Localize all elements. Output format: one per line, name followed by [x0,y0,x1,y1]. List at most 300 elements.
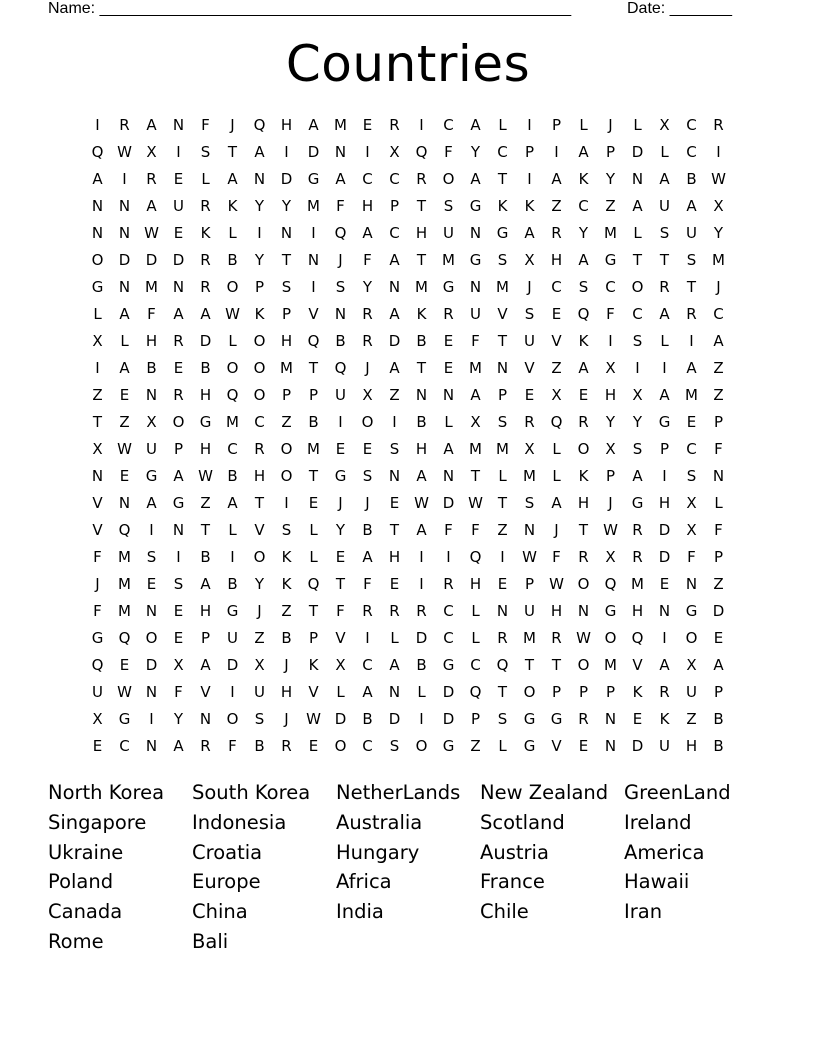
grid-letter[interactable]: V [335,629,346,647]
grid-letter[interactable]: S [659,224,670,242]
grid-letter[interactable]: I [446,548,451,566]
grid-letter[interactable]: R [200,251,211,269]
grid-letter[interactable]: L [714,494,723,512]
grid-letter[interactable]: P [605,683,616,701]
grid-letter[interactable]: R [497,629,508,647]
grid-letter[interactable]: S [335,278,346,296]
grid-letter[interactable]: H [280,332,293,350]
grid-letter[interactable]: L [552,467,561,485]
grid-letter[interactable]: Y [173,710,184,728]
grid-letter[interactable]: Q [550,413,563,431]
grid-letter[interactable]: Q [307,575,320,593]
grid-letter[interactable]: N [91,467,104,485]
grid-letter[interactable]: W [468,494,483,512]
grid-letter[interactable]: N [469,278,482,296]
grid-letter[interactable]: I [419,116,424,134]
grid-letter[interactable]: G [685,602,698,620]
grid-letter[interactable]: V [254,521,265,539]
grid-letter[interactable]: R [254,440,265,458]
grid-letter[interactable]: O [604,629,617,647]
grid-letter[interactable]: S [281,521,292,539]
grid-letter[interactable]: A [632,197,643,215]
grid-letter[interactable]: D [442,683,455,701]
grid-letter[interactable]: P [200,629,211,647]
grid-letter[interactable]: C [497,143,508,161]
grid-letter[interactable]: D [307,143,320,161]
grid-letter[interactable]: X [605,548,616,566]
grid-letter[interactable]: W [549,575,564,593]
grid-letter[interactable]: E [173,224,184,242]
grid-letter[interactable]: B [227,251,238,269]
grid-letter[interactable]: G [145,467,158,485]
grid-letter[interactable]: D [226,656,239,674]
grid-letter[interactable]: C [713,305,724,323]
grid-letter[interactable]: J [284,656,289,674]
grid-letter[interactable]: B [281,629,292,647]
grid-letter[interactable]: R [362,602,373,620]
grid-letter[interactable]: U [254,683,265,701]
grid-letter[interactable]: C [551,278,562,296]
grid-letter[interactable]: Y [254,251,265,269]
grid-letter[interactable]: R [362,305,373,323]
grid-letter[interactable]: W [117,683,132,701]
grid-letter[interactable]: P [497,386,508,404]
grid-letter[interactable]: H [577,494,590,512]
grid-letter[interactable]: F [336,197,345,215]
grid-letter[interactable]: A [146,197,157,215]
grid-letter[interactable]: M [118,575,131,593]
grid-letter[interactable]: J [527,278,532,296]
grid-letter[interactable]: F [93,602,102,620]
grid-letter[interactable]: E [362,440,373,458]
grid-letter[interactable]: K [281,575,292,593]
grid-letter[interactable]: B [362,710,373,728]
grid-letter[interactable]: M [712,251,725,269]
grid-letter[interactable]: J [95,575,100,593]
grid-letter[interactable]: C [686,143,697,161]
grid-letter[interactable]: G [469,251,482,269]
grid-letter[interactable]: T [389,521,400,539]
grid-letter[interactable]: D [712,602,725,620]
grid-letter[interactable]: U [659,197,670,215]
grid-letter[interactable]: M [496,278,509,296]
grid-letter[interactable]: Y [362,278,373,296]
grid-letter[interactable]: Q [577,305,590,323]
grid-letter[interactable]: E [335,548,346,566]
grid-letter[interactable]: X [524,251,535,269]
grid-letter[interactable]: G [442,737,455,755]
grid-letter[interactable]: G [172,494,185,512]
grid-letter[interactable]: C [254,413,265,431]
grid-letter[interactable]: J [554,521,559,539]
grid-letter[interactable]: P [551,683,562,701]
grid-letter[interactable]: N [442,386,455,404]
grid-letter[interactable]: O [226,359,239,377]
grid-letter[interactable]: Z [254,629,265,647]
grid-letter[interactable]: Q [91,143,104,161]
grid-letter[interactable]: F [363,251,372,269]
grid-letter[interactable]: S [686,251,697,269]
grid-letter[interactable]: T [524,656,535,674]
grid-letter[interactable]: C [119,737,130,755]
grid-letter[interactable]: E [578,386,589,404]
grid-letter[interactable]: D [280,170,293,188]
grid-letter[interactable]: C [632,305,643,323]
grid-letter[interactable]: R [200,197,211,215]
grid-letter[interactable]: G [523,710,536,728]
grid-letter[interactable]: B [227,467,238,485]
grid-letter[interactable]: X [92,332,103,350]
grid-letter[interactable]: R [416,170,427,188]
grid-letter[interactable]: R [713,116,724,134]
grid-letter[interactable]: M [415,278,428,296]
grid-letter[interactable]: L [552,440,561,458]
grid-letter[interactable]: E [173,359,184,377]
grid-letter[interactable]: B [416,656,427,674]
grid-letter[interactable]: A [362,683,373,701]
grid-letter[interactable]: R [551,629,562,647]
grid-letter[interactable]: W [414,494,429,512]
grid-letter[interactable]: Y [713,224,724,242]
grid-letter[interactable]: I [635,359,640,377]
grid-letter[interactable]: B [200,548,211,566]
grid-letter[interactable]: X [686,656,697,674]
grid-letter[interactable]: N [172,278,185,296]
grid-letter[interactable]: I [419,575,424,593]
grid-letter[interactable]: R [443,305,454,323]
grid-letter[interactable]: Q [253,116,266,134]
grid-letter[interactable]: X [92,440,103,458]
grid-letter[interactable]: S [632,332,643,350]
grid-letter[interactable]: P [524,143,535,161]
grid-letter[interactable]: M [334,116,347,134]
grid-letter[interactable]: T [92,413,103,431]
grid-letter[interactable]: C [443,116,454,134]
grid-letter[interactable]: Z [605,197,616,215]
grid-letter[interactable]: R [173,332,184,350]
grid-letter[interactable]: A [713,332,724,350]
grid-letter[interactable]: Z [713,386,724,404]
grid-letter[interactable]: H [280,116,293,134]
grid-letter[interactable]: Q [226,386,239,404]
grid-letter[interactable]: J [257,602,262,620]
grid-letter[interactable]: N [334,305,347,323]
grid-letter[interactable]: N [388,467,401,485]
grid-letter[interactable]: W [117,440,132,458]
grid-letter[interactable]: F [471,332,480,350]
grid-letter[interactable]: A [92,170,103,188]
grid-letter[interactable]: F [147,305,156,323]
grid-letter[interactable]: H [469,575,482,593]
grid-letter[interactable]: O [226,710,239,728]
grid-letter[interactable]: E [686,413,697,431]
grid-letter[interactable]: A [308,116,319,134]
grid-letter[interactable]: N [415,386,428,404]
grid-letter[interactable]: N [469,224,482,242]
grid-letter[interactable]: I [284,494,289,512]
grid-letter[interactable]: A [119,305,130,323]
grid-letter[interactable]: M [604,224,617,242]
grid-letter[interactable]: L [444,413,453,431]
grid-letter[interactable]: N [334,143,347,161]
grid-letter[interactable]: I [122,170,127,188]
grid-letter[interactable]: Z [686,710,697,728]
grid-letter[interactable]: N [604,737,617,755]
grid-letter[interactable]: E [713,629,724,647]
grid-letter[interactable]: A [524,224,535,242]
grid-letter[interactable]: M [118,602,131,620]
grid-letter[interactable]: S [497,251,508,269]
grid-letter[interactable]: E [308,737,319,755]
grid-letter[interactable]: K [578,467,589,485]
grid-letter[interactable]: Z [389,386,400,404]
grid-letter[interactable]: L [660,143,669,161]
grid-letter[interactable]: Y [254,197,265,215]
grid-letter[interactable]: K [200,224,211,242]
grid-letter[interactable]: I [338,413,343,431]
grid-letter[interactable]: F [606,305,615,323]
grid-letter[interactable]: E [389,575,400,593]
grid-letter[interactable]: L [498,467,507,485]
grid-letter[interactable]: G [91,629,104,647]
grid-letter[interactable]: F [714,521,723,539]
grid-letter[interactable]: T [686,278,697,296]
grid-letter[interactable]: P [659,440,670,458]
grid-letter[interactable]: T [281,251,292,269]
grid-letter[interactable]: J [284,710,289,728]
grid-letter[interactable]: H [388,548,401,566]
grid-letter[interactable]: S [497,710,508,728]
grid-letter[interactable]: N [199,710,212,728]
grid-letter[interactable]: R [200,278,211,296]
grid-letter[interactable]: H [658,494,671,512]
grid-letter[interactable]: K [416,305,427,323]
grid-letter[interactable]: T [470,467,481,485]
grid-letter[interactable]: I [716,143,721,161]
grid-letter[interactable]: E [443,332,454,350]
grid-letter[interactable]: X [605,440,616,458]
grid-letter[interactable]: H [415,224,428,242]
grid-letter[interactable]: P [605,143,616,161]
grid-letter[interactable]: A [470,170,481,188]
grid-letter[interactable]: N [118,197,131,215]
grid-letter[interactable]: O [577,656,590,674]
grid-letter[interactable]: B [308,413,319,431]
grid-letter[interactable]: A [659,170,670,188]
grid-letter[interactable]: P [470,710,481,728]
grid-letter[interactable]: A [389,251,400,269]
grid-letter[interactable]: O [91,251,104,269]
grid-letter[interactable]: K [497,197,508,215]
grid-letter[interactable]: A [659,305,670,323]
grid-letter[interactable]: Y [254,575,265,593]
grid-letter[interactable]: P [254,278,265,296]
grid-letter[interactable]: D [145,656,158,674]
grid-letter[interactable]: H [631,602,644,620]
grid-letter[interactable]: N [577,602,590,620]
grid-letter[interactable]: U [92,683,103,701]
grid-letter[interactable]: X [362,386,373,404]
grid-letter[interactable]: Z [92,386,103,404]
grid-letter[interactable]: V [308,683,319,701]
grid-letter[interactable]: T [416,359,427,377]
grid-letter[interactable]: I [149,521,154,539]
grid-letter[interactable]: A [227,170,238,188]
grid-letter[interactable]: R [659,278,670,296]
grid-letter[interactable]: A [335,170,346,188]
grid-letter[interactable]: W [198,467,213,485]
grid-letter[interactable]: A [200,305,211,323]
grid-letter[interactable]: S [443,197,454,215]
grid-letter[interactable]: L [93,305,102,323]
grid-letter[interactable]: M [226,413,239,431]
grid-letter[interactable]: T [254,494,265,512]
grid-letter[interactable]: J [365,494,370,512]
grid-letter[interactable]: N [145,602,158,620]
grid-letter[interactable]: E [389,494,400,512]
grid-letter[interactable]: B [254,737,265,755]
grid-letter[interactable]: O [280,467,293,485]
grid-letter[interactable]: B [362,521,373,539]
grid-letter[interactable]: I [608,332,613,350]
grid-letter[interactable]: U [173,197,184,215]
grid-letter[interactable]: S [497,413,508,431]
grid-letter[interactable]: S [362,467,373,485]
grid-letter[interactable]: N [388,683,401,701]
grid-letter[interactable]: X [254,656,265,674]
grid-letter[interactable]: R [389,116,400,134]
grid-letter[interactable]: A [173,737,184,755]
grid-letter[interactable]: L [633,224,642,242]
grid-letter[interactable]: A [659,656,670,674]
grid-letter[interactable]: U [524,602,535,620]
grid-letter[interactable]: L [471,602,480,620]
grid-letter[interactable]: G [226,602,239,620]
grid-letter[interactable]: H [199,386,212,404]
grid-letter[interactable]: N [118,278,131,296]
grid-letter[interactable]: R [362,332,373,350]
grid-letter[interactable]: C [578,197,589,215]
grid-letter[interactable]: E [92,737,103,755]
grid-letter[interactable]: I [311,224,316,242]
grid-letter[interactable]: Q [334,359,347,377]
grid-letter[interactable]: V [497,305,508,323]
grid-letter[interactable]: O [172,413,185,431]
grid-letter[interactable]: O [631,278,644,296]
grid-letter[interactable]: N [280,224,293,242]
grid-letter[interactable]: L [498,116,507,134]
grid-letter[interactable]: I [95,359,100,377]
grid-letter[interactable]: G [523,737,536,755]
grid-letter[interactable]: S [524,494,535,512]
grid-letter[interactable]: X [551,386,562,404]
grid-letter[interactable]: P [308,386,319,404]
grid-letter[interactable]: Z [713,359,724,377]
grid-letter[interactable]: Y [605,413,616,431]
grid-letter[interactable]: W [522,548,537,566]
grid-letter[interactable]: D [388,332,401,350]
grid-letter[interactable]: G [604,602,617,620]
grid-letter[interactable]: L [498,737,507,755]
grid-letter[interactable]: Z [551,359,562,377]
grid-letter[interactable]: B [686,170,697,188]
grid-letter[interactable]: U [686,224,697,242]
grid-letter[interactable]: X [686,494,697,512]
grid-letter[interactable]: Z [551,197,562,215]
grid-letter[interactable]: B [416,413,427,431]
grid-letter[interactable]: P [713,548,724,566]
grid-letter[interactable]: I [689,332,694,350]
grid-letter[interactable]: Q [604,575,617,593]
grid-letter[interactable]: E [578,737,589,755]
grid-letter[interactable]: T [308,359,319,377]
grid-letter[interactable]: T [632,251,643,269]
grid-letter[interactable]: E [335,440,346,458]
grid-letter[interactable]: I [95,116,100,134]
grid-letter[interactable]: Z [470,737,481,755]
grid-letter[interactable]: W [144,224,159,242]
grid-letter[interactable]: A [578,251,589,269]
grid-letter[interactable]: M [307,440,320,458]
grid-letter[interactable]: Q [469,683,482,701]
grid-letter[interactable]: A [713,656,724,674]
grid-letter[interactable]: D [118,251,131,269]
grid-letter[interactable]: V [551,737,562,755]
grid-letter[interactable]: L [390,629,399,647]
grid-letter[interactable]: J [338,251,343,269]
grid-letter[interactable]: N [172,116,185,134]
grid-letter[interactable]: N [307,251,320,269]
grid-letter[interactable]: L [417,683,426,701]
grid-letter[interactable]: Q [415,143,428,161]
grid-letter[interactable]: N [91,224,104,242]
grid-letter[interactable]: G [604,251,617,269]
grid-letter[interactable]: H [199,440,212,458]
grid-letter[interactable]: N [145,386,158,404]
grid-letter[interactable]: Z [713,575,724,593]
grid-letter[interactable]: N [145,737,158,755]
grid-letter[interactable]: C [470,656,481,674]
grid-letter[interactable]: Q [118,629,131,647]
grid-letter[interactable]: O [253,332,266,350]
grid-letter[interactable]: H [685,737,698,755]
grid-letter[interactable]: I [662,467,667,485]
grid-letter[interactable]: F [714,440,723,458]
grid-letter[interactable]: X [524,440,535,458]
grid-letter[interactable]: I [311,278,316,296]
grid-letter[interactable]: O [442,170,455,188]
grid-letter[interactable]: H [415,440,428,458]
grid-letter[interactable]: H [550,251,563,269]
grid-letter[interactable]: S [281,278,292,296]
grid-letter[interactable]: G [199,413,212,431]
grid-letter[interactable]: R [551,224,562,242]
grid-letter[interactable]: T [497,170,508,188]
grid-letter[interactable]: I [365,143,370,161]
grid-letter[interactable]: F [201,116,210,134]
grid-letter[interactable]: V [200,683,211,701]
grid-letter[interactable]: X [713,197,724,215]
grid-letter[interactable]: T [497,494,508,512]
grid-letter[interactable]: Q [469,548,482,566]
grid-letter[interactable]: M [496,440,509,458]
grid-letter[interactable]: H [145,332,158,350]
grid-letter[interactable]: I [284,143,289,161]
grid-letter[interactable]: B [713,710,724,728]
grid-letter[interactable]: S [389,440,400,458]
grid-letter[interactable]: F [444,143,453,161]
grid-letter[interactable]: A [470,116,481,134]
